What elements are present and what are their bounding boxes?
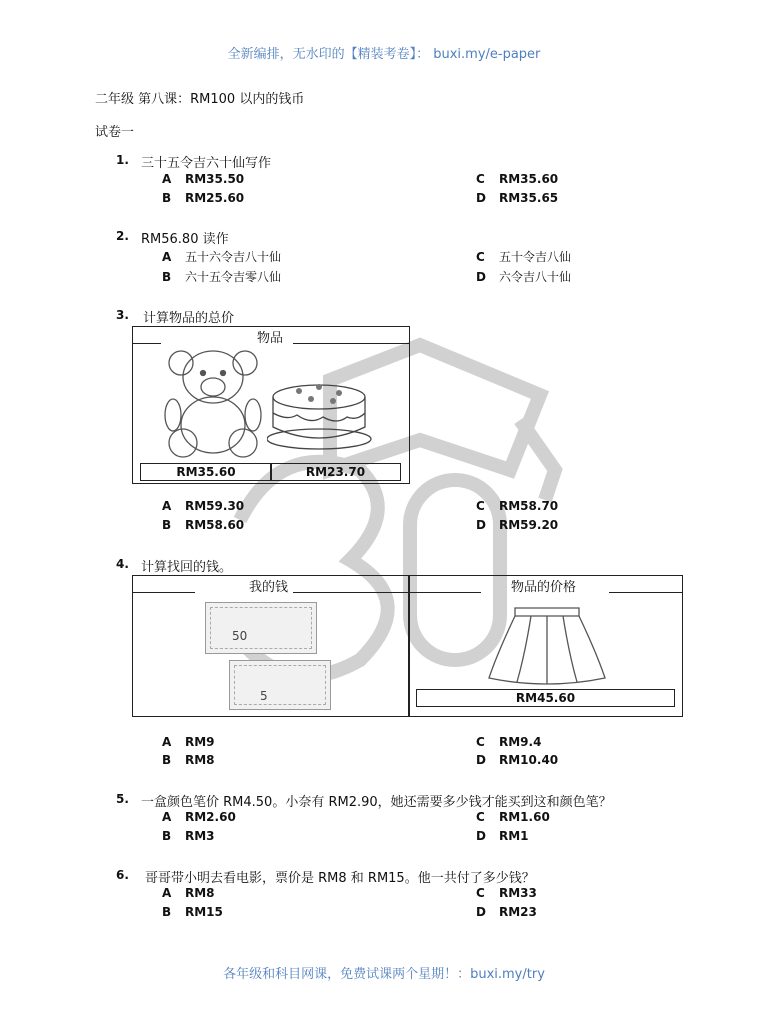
option-b[interactable]: B RM25.60	[162, 191, 245, 205]
option-d[interactable]: D RM59.20	[476, 518, 559, 532]
option-c[interactable]: C RM33	[476, 886, 537, 900]
question-text: 计算找回的钱。	[141, 560, 233, 575]
option-b[interactable]: B RM8	[162, 753, 215, 767]
option-b[interactable]: B RM15	[162, 905, 223, 919]
question-text: 一盒颜色笔价 RM4.50。小奈有 RM2.90，她还需要多少钱才能买到这和颜色笔？	[141, 795, 612, 810]
option-c[interactable]: C RM1.60	[476, 810, 550, 824]
box-title: 我的钱	[245, 576, 292, 595]
question-text: 三十五令吉六十仙写作	[141, 156, 272, 171]
banknote-50	[205, 602, 317, 654]
note-value: 5	[260, 689, 268, 703]
box-title: 物品的价格	[507, 576, 580, 595]
option-a[interactable]: A 五十六令吉八十仙	[162, 250, 282, 264]
note-value: 50	[232, 629, 248, 643]
option-b[interactable]: B RM3	[162, 829, 215, 843]
items-box	[132, 326, 410, 484]
cake-icon	[267, 381, 375, 453]
skirt-icon	[487, 604, 607, 686]
price-tag: RM45.60	[416, 689, 675, 707]
question-text: 哥哥带小明去看电影，票价是 RM8 和 RM15。他一共付了多少钱？	[145, 871, 535, 886]
question-text: RM56.80 读作	[141, 232, 229, 247]
option-d[interactable]: D RM1	[476, 829, 529, 843]
footer-banner: 各年级和科目网课，免费试课两个星期！：buxi.my/try	[223, 967, 545, 982]
question-number: 6.	[116, 868, 129, 882]
header-banner: 全新编排，无水印的【精装考卷】： buxi.my/e-paper	[227, 47, 541, 62]
option-c[interactable]: C 五十令吉八仙	[476, 250, 572, 264]
option-d[interactable]: D RM35.65	[476, 191, 559, 205]
page-title: 二年级 第八课：RM100 以内的钱币	[95, 92, 305, 107]
question-number: 5.	[116, 792, 129, 806]
option-d[interactable]: D RM23	[476, 905, 537, 919]
option-d[interactable]: D RM10.40	[476, 753, 559, 767]
question-text: 计算物品的总价	[143, 311, 235, 326]
option-b[interactable]: B RM58.60	[162, 518, 245, 532]
box-title: 物品	[253, 327, 287, 346]
paper-label: 试卷一	[95, 125, 135, 140]
option-a[interactable]: A RM2.60	[162, 810, 236, 824]
my-money-box	[132, 575, 410, 717]
option-a[interactable]: A RM59.30	[162, 499, 245, 513]
question-number: 2.	[116, 229, 129, 243]
teddy-bear-icon	[163, 345, 263, 463]
option-a[interactable]: A RM35.50	[162, 172, 245, 186]
option-c[interactable]: C RM35.60	[476, 172, 559, 186]
option-d[interactable]: D 六令吉八十仙	[476, 270, 572, 284]
question-number: 1.	[116, 153, 129, 167]
option-b[interactable]: B 六十五令吉零八仙	[162, 270, 282, 284]
option-a[interactable]: A RM8	[162, 886, 215, 900]
price-tag: RM23.70	[270, 463, 401, 481]
option-a[interactable]: A RM9	[162, 735, 215, 749]
price-tag: RM35.60	[140, 463, 272, 481]
option-c[interactable]: C RM9.4	[476, 735, 542, 749]
question-number: 4.	[116, 557, 129, 571]
banknote-5	[229, 660, 331, 710]
item-price-box	[408, 575, 683, 717]
question-number: 3.	[116, 308, 129, 322]
option-c[interactable]: C RM58.70	[476, 499, 559, 513]
